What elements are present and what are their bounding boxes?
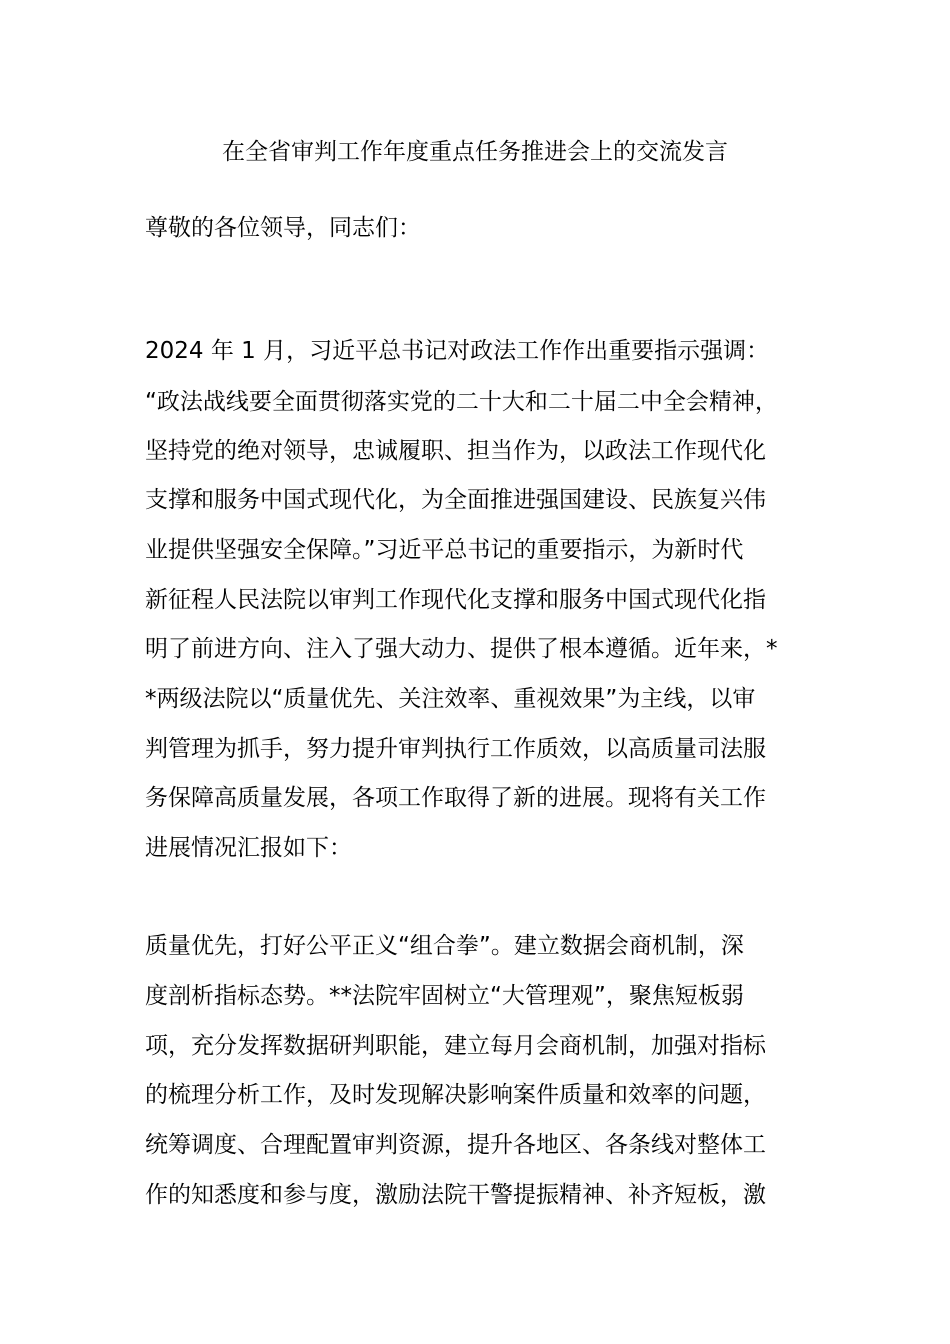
paragraph-line: 作的知悉度和参与度，激励法院干警提振精神、补齐短板，激 [145, 1182, 766, 1208]
document-title: 在全省审判工作年度重点任务推进会上的交流发言 [222, 139, 728, 165]
paragraph-line: 进展情况汇报如下： [145, 835, 352, 861]
paragraph-line: 的梳理分析工作，及时发现解决影响案件质量和效率的问题， [145, 1082, 766, 1108]
salutation: 尊敬的各位领导，同志们： [145, 215, 421, 241]
paragraph-line: 质量优先，打好公平正义“组合拳”。建立数据会商机制，深 [145, 933, 744, 959]
paragraph-line: 统筹调度、合理配置审判资源，提升各地区、各条线对整体工 [145, 1132, 766, 1158]
paragraph-line: 新征程人民法院以审判工作现代化支撑和服务中国式现代化指 [145, 587, 766, 613]
paragraph-line: 支撑和服务中国式现代化，为全面推进强国建设、民族复兴伟 [145, 487, 766, 513]
paragraph-line: 明了前进方向、注入了强大动力、提供了根本遵循。近年来，* [145, 636, 778, 662]
paragraph-line: 2024 年 1 月，习近平总书记对政法工作作出重要指示强调： [145, 338, 770, 364]
paragraph-line: 务保障高质量发展，各项工作取得了新的进展。现将有关工作 [145, 785, 766, 811]
paragraph-line: 项，充分发挥数据研判职能，建立每月会商机制，加强对指标 [145, 1033, 766, 1059]
paragraph-line: “政法战线要全面贯彻落实党的二十大和二十届二中全会精神， [145, 389, 778, 415]
paragraph-line: 业提供坚强安全保障。”习近平总书记的重要指示，为新时代 [145, 537, 744, 563]
paragraph-line: 坚持党的绝对领导，忠诚履职、担当作为，以政法工作现代化 [145, 438, 766, 464]
paragraph-line: 度剖析指标态势。**法院牢固树立“大管理观”，聚焦短板弱 [145, 983, 744, 1009]
paragraph-line: 判管理为抓手，努力提升审判执行工作质效，以高质量司法服 [145, 736, 766, 762]
paragraph-line: *两级法院以“质量优先、关注效率、重视效果”为主线，以审 [145, 686, 756, 712]
